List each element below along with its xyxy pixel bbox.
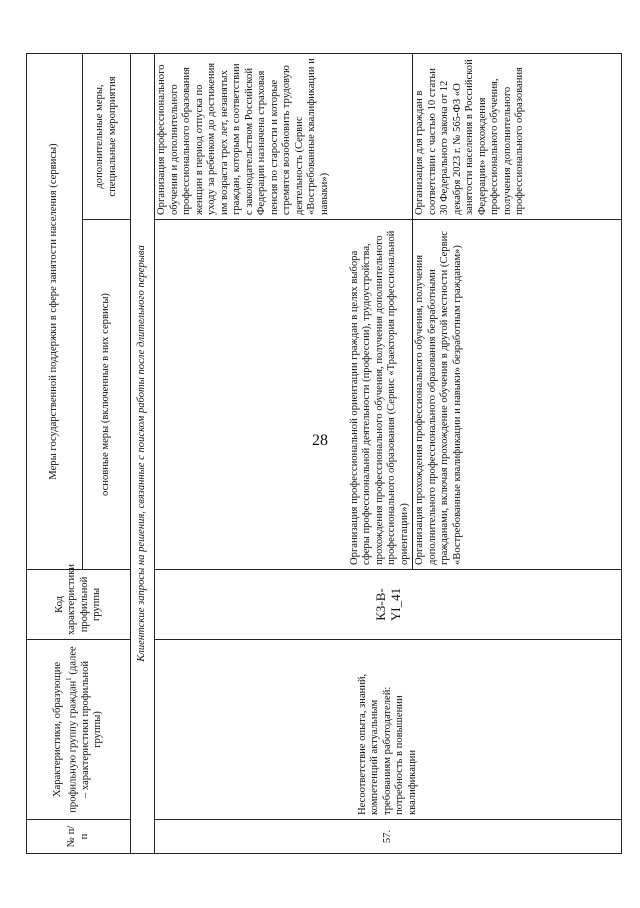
header-additional-measures: дополнительные меры, специальные мероприятия	[83, 54, 131, 220]
header-num: № п/п	[27, 820, 131, 854]
page-number: 28	[312, 432, 328, 449]
header-characteristics: Характеристики, образующие профильную группу граждан$^1$ (далее – характеристики профильной группы)	[27, 640, 131, 820]
main-measure-2: Организация прохождения профессионального обучения, получения дополнительного профессионального образования безработными гражданами, включая прохождение обучения в другой местности (Сервис «Востребованные квалификации и навыки» безработным гражданам»)	[413, 220, 622, 570]
additional-measure-2: Организация для граждан в соответствии с частью 10 статьи 30 Федерального закона от 12 декабря 2023 г. № 565-ФЗ «О занятости населения в Российской Федерации» прохождения профессионального обучения, получения дополнительного профессионального образования	[413, 54, 622, 220]
row-characteristic: Несоответствие опыта, знаний, компетенций актуальным требованиям работодателей: потребность в повышении квалификации	[155, 640, 622, 820]
header-main-measures: основные меры (включенные в них сервисы)	[83, 220, 131, 570]
row-number: 57.	[155, 820, 622, 854]
header-code: Код характеристики профильной группы	[27, 570, 131, 640]
row-code: КЗ-В-YI_41	[155, 570, 622, 640]
header-measures-group: Меры государственной поддержки в сфере занятости населения (сервисы)	[27, 54, 83, 570]
additional-measure-1: Организация профессионального обучения и дополнительного профессионального образования женщин в период отпуска по уходу за ребенком до достижения им возраста трех лет, незанятых граждан, которым в соответствии с законодательством Российской Федерации назначена страховая пенсия по старости и которые стремятся возобновить трудовую деятельность (Сервис «Востребованные квалификации и навыки»)	[155, 54, 413, 220]
measures-table	[26, 53, 622, 854]
main-measure-1: Организация профессиональной ориентации граждан в целях выбора сферы профессиональной деятельности (профессии), трудоустройства, прохождения профессионального обучения, получения дополнительного профессионального образования (Сервис «Траектория профессиональной ориентации»)	[155, 220, 413, 570]
rotated-table-page	[26, 54, 622, 854]
section-title: Клиентские запросы на решения, связанные с поиском работы после длительного перерыва	[131, 54, 155, 854]
